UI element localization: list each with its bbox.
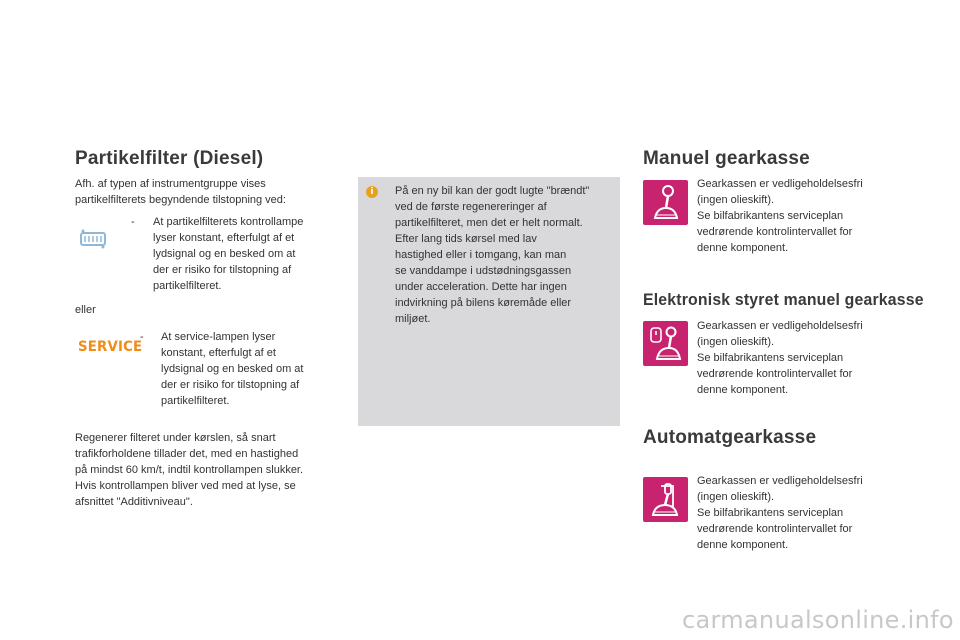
watermark: carmanualsonline.info bbox=[682, 606, 954, 634]
info-icon: i bbox=[366, 186, 378, 198]
list-dash: - bbox=[140, 331, 144, 343]
particle-filter-intro: Afh. af typen af instrumentgruppe vises partikelfilterets begyndende tilstopning ved: bbox=[75, 178, 286, 206]
particle-filter-outro: Regenerer filteret under kørslen, så snart trafikforholdene tillader det, med en hastighed på mindst 60 km/t, indtil kontrollampen slukker. Hvis kontrollampen bliver ved med at lyse, se afsnittet "Additivniveau". bbox=[75, 432, 304, 508]
or-label: eller bbox=[75, 304, 96, 316]
info-box bbox=[358, 177, 620, 426]
manual-gearbox-text: Gearkassen er vedligeholdelsesfri (ingen olieskift). Se bilfabrikantens serviceplan vedrørende kontrolintervallet for denne komponent. bbox=[697, 178, 863, 254]
automatic-gearbox-text: Gearkassen er vedligeholdelsesfri (ingen olieskift). Se bilfabrikantens serviceplan vedrørende kontrolintervallet for denne komponent. bbox=[697, 475, 863, 551]
section-title-particle-filter: Partikelfilter (Diesel) bbox=[75, 148, 264, 169]
section-title-automatic-gearbox: Automatgearkasse bbox=[643, 427, 817, 448]
manual-gearbox-icon bbox=[643, 180, 688, 225]
service-warning-badge: SERVICE bbox=[78, 339, 143, 355]
particle-filter-item-2-text: At service-lampen lyser konstant, efterfulgt af et lydsignal og en besked om at der er risiko for tilstopning af partikelfilteret. bbox=[161, 331, 304, 407]
particle-filter-item-1-text: At partikelfilterets kontrollampe lyser konstant, efterfulgt af et lydsignal og en besked om at der er risiko for tilstopning af partikelfilteret. bbox=[153, 216, 304, 292]
particle-filter-warning-icon bbox=[80, 229, 106, 254]
automatic-gearbox-icon bbox=[643, 477, 688, 522]
info-box-text: På en ny bil kan der godt lugte "brændt" ved de første regenereringer af partikelfilteret, men det er helt normalt. Efter lang tids kørsel med lav hastighed eller i tomgang, kan man se vanddampe i udstødningsgassen under acceleration. Dette har ingen indvirkning på bilens køremåde eller miljøet. bbox=[395, 185, 590, 325]
section-title-electronic-gearbox: Elektronisk styret manuel gearkasse bbox=[643, 290, 924, 309]
list-dash: - bbox=[131, 216, 135, 228]
electronic-gearbox-text: Gearkassen er vedligeholdelsesfri (ingen olieskift). Se bilfabrikantens serviceplan vedrørende kontrolintervallet for denne komponent. bbox=[697, 320, 863, 396]
section-title-manual-gearbox: Manuel gearkasse bbox=[643, 148, 810, 169]
electronic-gearbox-icon bbox=[643, 321, 688, 366]
